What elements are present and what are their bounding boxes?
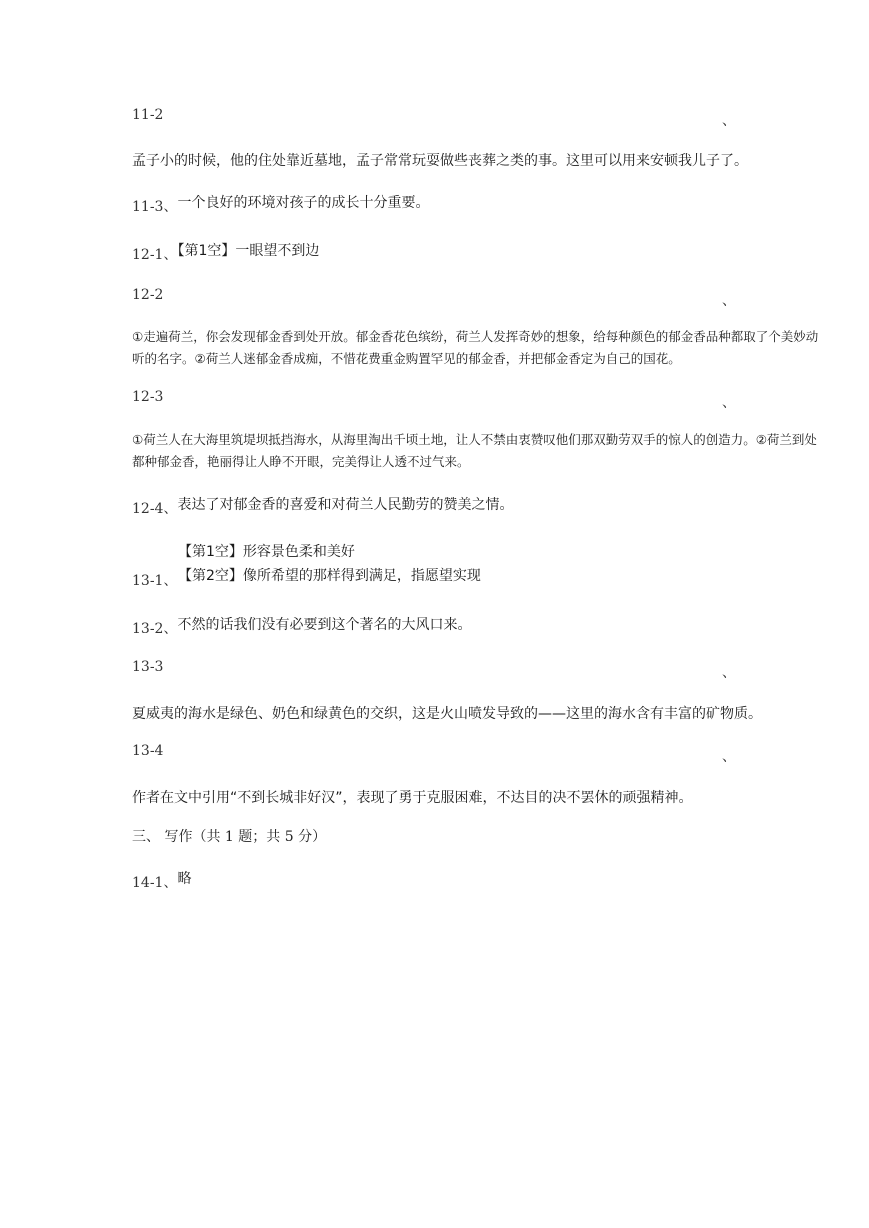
question-number: 12-2 — [132, 287, 164, 303]
answer-text: 听的名字。②荷兰人迷郁金香成痴，不惜花费重金购置罕见的郁金香，并把郁金香定为自己的国花。 — [132, 351, 681, 366]
question-number: 12-4、 — [132, 501, 178, 517]
answer-row — [132, 498, 513, 518]
separator-mark: 、 — [722, 665, 736, 681]
answer-text: 【第1空】一眼望不到边 — [177, 243, 320, 259]
question-number: 12-3 — [132, 389, 164, 405]
answer-text: 【第1空】形容景色柔和美好 — [178, 544, 355, 560]
answer-text: 不然的话我们没有必要到这个著名的大风口来。 — [177, 617, 472, 633]
question-number: 13-2、 — [132, 621, 178, 637]
separator-mark: 、 — [722, 113, 736, 129]
answer-text: 作者在文中引用“不到长城非好汉”，表现了勇于克服困难，不达目的决不罢休的顽强精神。 — [132, 790, 693, 806]
separator-mark: 、 — [722, 293, 736, 309]
question-number: 13-1、 — [132, 573, 178, 589]
question-number: 14-1、 — [132, 875, 178, 891]
question-number: 11-2 — [132, 107, 164, 123]
answer-text: 夏威夷的海水是绿色、奶色和绿黄色的交织，这是火山喷发导致的——这里的海水含有丰富的矿物质。 — [132, 706, 762, 722]
separator-mark: 、 — [722, 749, 736, 765]
answer-text: 孟子小的时候，他的住处靠近墓地，孟子常常玩耍做些丧葬之类的事。这里可以用来安顿我儿子了。 — [132, 153, 748, 169]
answer-row — [132, 196, 429, 216]
question-number: 13-4 — [132, 743, 164, 759]
answer-row — [132, 872, 191, 892]
answer-row — [132, 244, 319, 264]
answer-text: 略 — [177, 871, 192, 887]
question-number: 13-3 — [132, 659, 164, 675]
answer-text: 【第2空】像所希望的那样得到满足，指愿望实现 — [178, 568, 481, 584]
section-heading: 三、 写作（共 1 题；共 5 分） — [132, 829, 327, 845]
question-number: 11-3、 — [132, 199, 178, 215]
separator-mark: 、 — [722, 395, 736, 411]
answer-text: ①荷兰人在大海里筑堤坝抵挡海水，从海里淘出千顷土地，让人不禁由衷赞叹他们那双勤劳双手的惊人的创造力。②荷兰到处 — [132, 432, 817, 447]
question-number: 12-1、 — [132, 247, 178, 263]
answer-text: ①走遍荷兰，你会发现郁金香到处开放。郁金香花色缤纷，荷兰人发挥奇妙的想象，给每种颜色的郁金香品种都取了个美妙动 — [132, 329, 819, 344]
answer-text: 表达了对郁金香的喜爱和对荷兰人民勤劳的赞美之情。 — [177, 497, 514, 513]
answer-text: 一个良好的环境对孩子的成长十分重要。 — [177, 195, 430, 211]
answer-text: 都种郁金香，艳丽得让人睁不开眼，完美得让人透不过气来。 — [132, 454, 470, 469]
answer-row — [132, 618, 471, 638]
